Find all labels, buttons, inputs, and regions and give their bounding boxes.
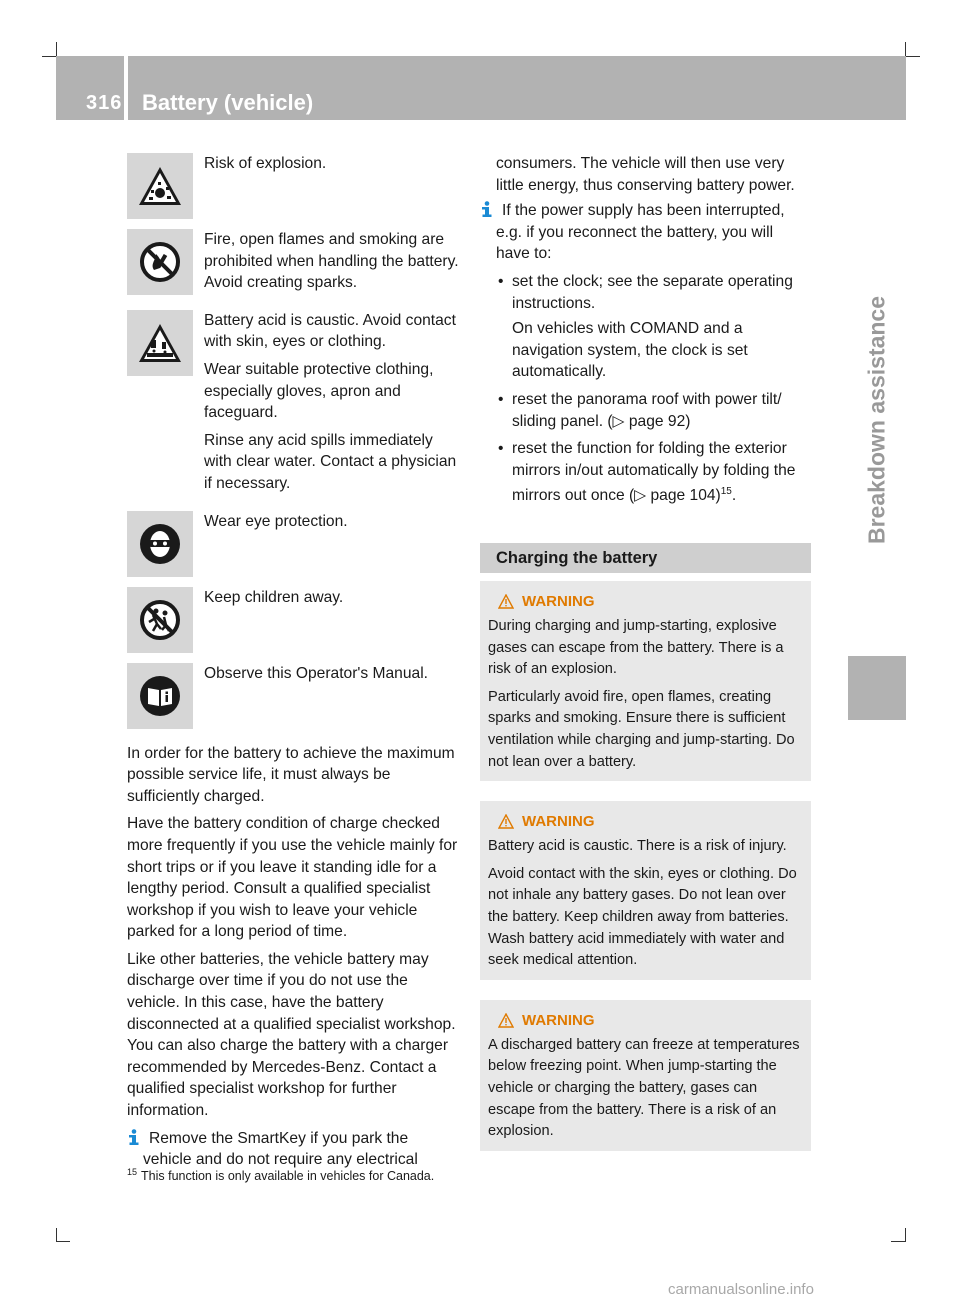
note-text: consumers. The vehicle will then use very little energy, thus conserving battery power. — [496, 155, 795, 194]
warning-icon — [498, 814, 514, 829]
footnote-text: This function is only available in vehicles for Canada. — [141, 1169, 435, 1184]
warning-box — [480, 581, 811, 781]
crop-mark — [891, 1241, 905, 1242]
warning-text: A discharged battery can freeze at temperatures below freezing point. When jump-starting the vehicle or charging the battery, gases can escape from the battery. There is a risk of an explosion. — [488, 1036, 800, 1140]
symbol-text: Risk of explosion. — [204, 155, 327, 172]
watermark: carmanualsonline.info — [668, 1281, 814, 1298]
list-item — [496, 271, 811, 314]
keep-children-away-icon — [127, 587, 193, 653]
crop-mark — [56, 1228, 57, 1242]
body-paragraph: Have the battery condition of charge checked more frequently if you use the vehicle mainly for short trips or if you leave it standing idle for a lengthy period. Consult a qualified specialist workshop if you wish to leave your vehicle parked for a long period of time. — [127, 815, 458, 941]
footnote-number: 15 — [127, 1167, 138, 1177]
side-tab-label: Breakdown assistance — [863, 295, 890, 545]
bullet-dot: • — [498, 440, 504, 458]
warning-icon — [498, 1013, 514, 1028]
warning-text: Avoid contact with the skin, eyes or clothing. Do not inhale any battery gases. Do not lean over the battery. Keep children away from batteries. Wash battery acid immediately with water and seek medical attention. — [488, 865, 797, 969]
symbol-text: Wear eye protection. — [204, 512, 348, 530]
bullet-text-end: . — [731, 487, 737, 505]
note-text: e.g. if you reconnect the battery, you will have to: — [496, 223, 774, 263]
warning-icon — [498, 594, 514, 609]
bullet-dot: • — [498, 390, 504, 408]
symbol-text: Battery acid is caustic. Avoid contact with skin, eyes or clothing. — [204, 311, 456, 351]
symbol-text: Rinse any acid spills immediately with clear water. Contact a physician if necessary. — [204, 431, 457, 492]
corrosive-icon — [127, 310, 193, 376]
bullet-text: reset the panorama roof with power tilt/ sliding panel. (▷ page 92) — [512, 390, 782, 430]
bullet-text: reset the function for folding the exterior mirrors in/out automatically by folding the mirrors out once (▷ page 104) — [512, 440, 796, 505]
no-fire-icon — [127, 229, 193, 295]
warning-title: WARNING — [522, 593, 595, 611]
note-text: vehicle and do not require any electrical — [143, 1151, 418, 1169]
info-icon — [127, 1129, 141, 1145]
symbol-text: Observe this Operator's Manual. — [204, 664, 428, 682]
symbol-text: Fire, open flames and smoking are prohibited when handling the battery. Avoid creating sparks. — [204, 231, 459, 292]
warning-title: WARNING — [522, 813, 595, 831]
side-tab — [848, 120, 906, 720]
warning-text: Particularly avoid fire, open flames, creating sparks and smoking. Ensure there is sufficient ventilation while charging and jump-starting. Do not lean over a battery. — [488, 688, 795, 770]
body-paragraph: In order for the battery to achieve the maximum possible service life, it must always be sufficiently charged. — [127, 744, 455, 805]
crop-mark — [56, 42, 57, 56]
footnote — [127, 1167, 434, 1183]
warning-text: Battery acid is caustic. There is a risk of injury. — [488, 838, 787, 855]
symbol-text: Keep children away. — [204, 588, 344, 606]
page-title: Battery (vehicle) — [142, 90, 314, 115]
bullet-dot: • — [498, 272, 504, 290]
warning-title: WARNING — [522, 1011, 595, 1029]
bullet-subtext: On vehicles with COMAND and a navigation system, the clock is set automatically. — [512, 320, 748, 381]
section-heading: Charging the battery — [480, 543, 811, 573]
left-column — [127, 153, 460, 1177]
crop-mark — [905, 1228, 906, 1242]
symbol-row — [127, 511, 460, 577]
info-icon — [480, 201, 494, 217]
symbol-row — [127, 310, 460, 501]
body-paragraph: Like other batteries, the vehicle battery may discharge over time if you do not use the vehicle. In this case, have the battery disconnected at a qualified specialist workshop. You can also charge the battery with a charger recommended by Mercedes-Benz. Contact a qualified specialist workshop for further information. — [127, 950, 456, 1120]
symbol-row — [127, 587, 460, 653]
footnote-ref: 15 — [720, 486, 732, 498]
crop-mark — [42, 56, 56, 57]
bullet-list — [480, 271, 811, 507]
symbol-row — [127, 229, 460, 300]
note-paragraph — [480, 200, 811, 222]
list-item — [496, 389, 811, 432]
eye-protection-icon — [127, 511, 193, 577]
right-column — [480, 153, 811, 1167]
symbol-text: Wear suitable protective clothing, especially gloves, apron and faceguard. — [204, 360, 434, 422]
symbol-row — [127, 153, 460, 219]
crop-mark — [56, 1241, 70, 1242]
page-number: 316 — [86, 92, 123, 114]
crop-mark — [905, 42, 906, 56]
manual-icon — [127, 663, 193, 729]
note-paragraph — [127, 1128, 460, 1150]
list-item — [496, 438, 811, 507]
warning-box — [480, 801, 811, 980]
crop-mark — [906, 56, 920, 57]
side-tab-marker — [848, 656, 906, 720]
note-text: Remove the SmartKey if you park the — [149, 1129, 409, 1147]
bullet-text: set the clock; see the separate operating instructions. — [512, 272, 793, 312]
symbol-row — [127, 663, 460, 729]
header-divider — [124, 56, 128, 120]
note-text: If the power supply has been interrupted, — [502, 202, 785, 220]
explosion-icon — [127, 153, 193, 219]
warning-text: During charging and jump-starting, explosive gases can escape from the battery. There is a risk of an explosion. — [488, 618, 784, 678]
warning-box — [480, 1000, 811, 1151]
